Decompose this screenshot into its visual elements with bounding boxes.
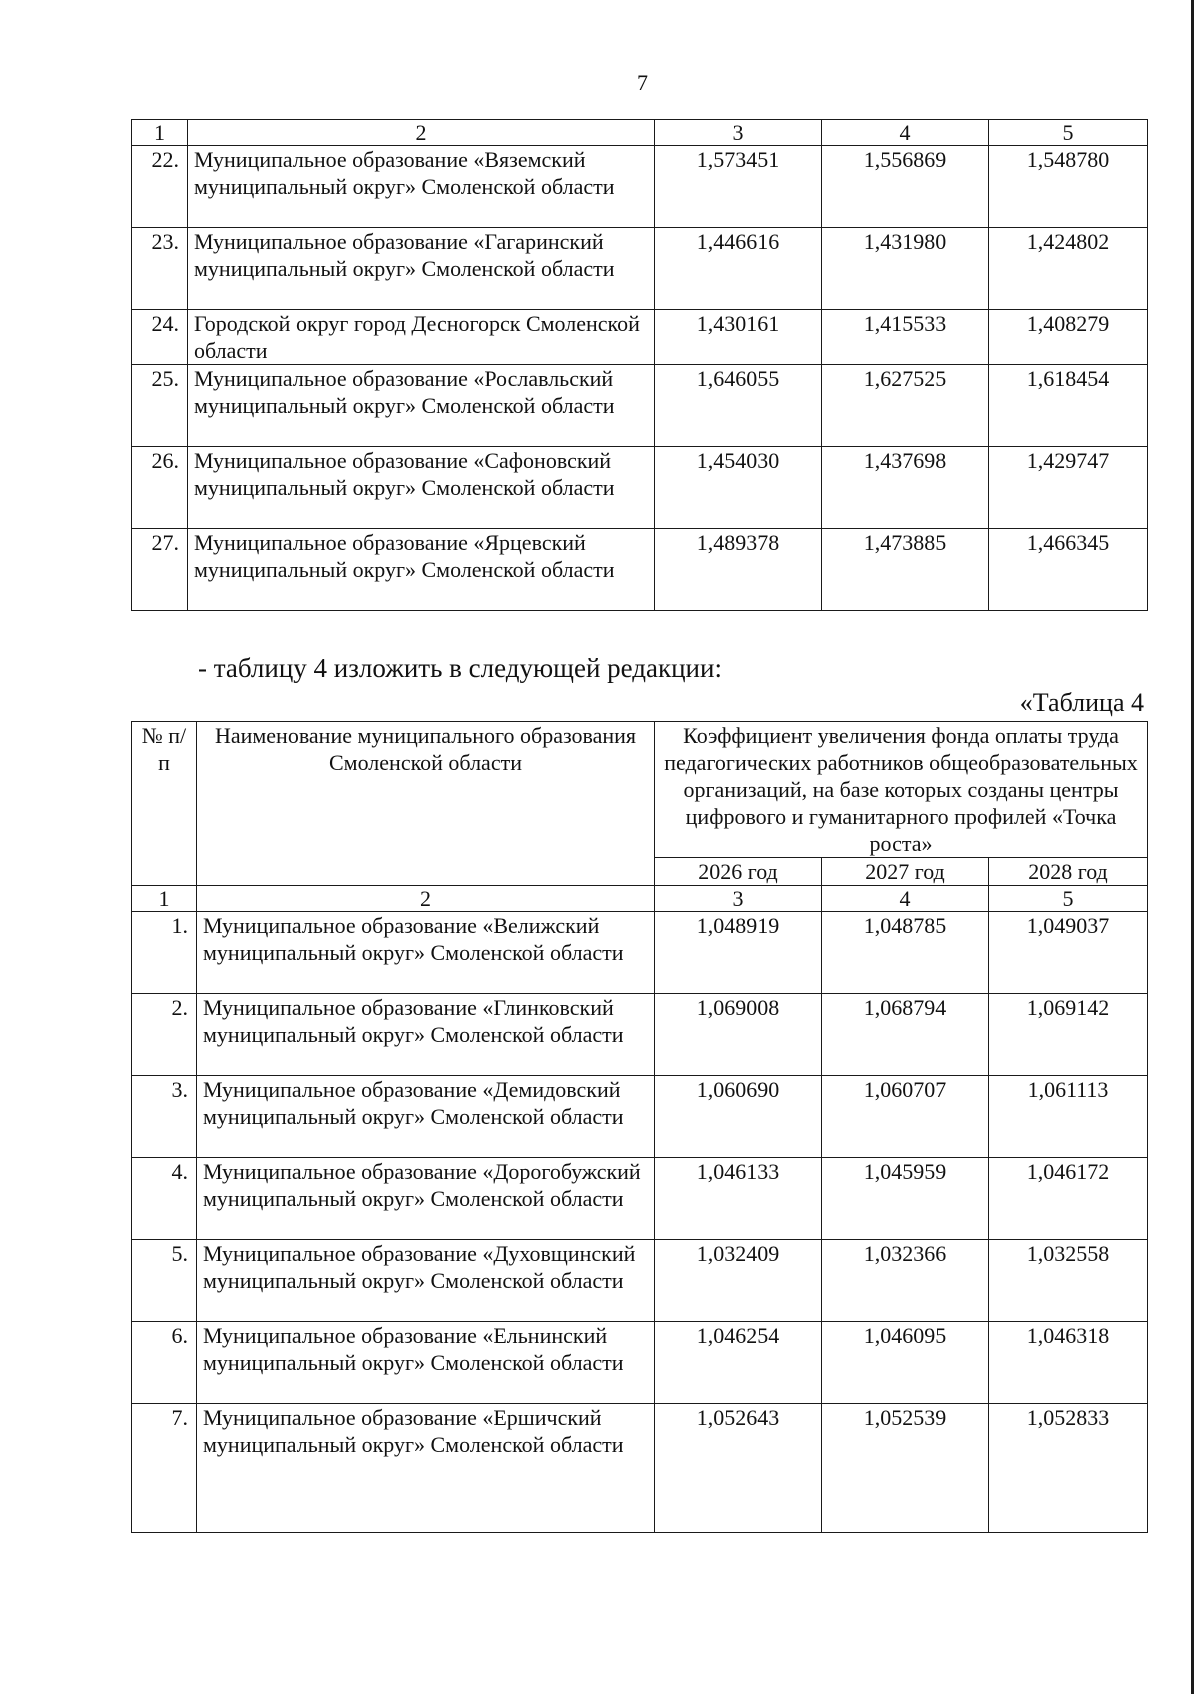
row-value-2026: 1,060690 [655, 1076, 822, 1158]
index-row [132, 886, 1148, 912]
row-value-2027: 1,473885 [822, 529, 989, 611]
row-value-2028: 1,466345 [989, 529, 1148, 611]
row-number: 23. [132, 228, 188, 310]
table-row [132, 912, 1148, 994]
header-year: 2027 год [822, 858, 989, 886]
row-name: Муниципальное образование «Ершичский муниципальный округ» Смоленской области [197, 1404, 655, 1533]
row-value-2027: 1,431980 [822, 228, 989, 310]
row-name: Муниципальное образование «Духовщинский муниципальный округ» Смоленской области [197, 1240, 655, 1322]
row-value-2027: 1,437698 [822, 447, 989, 529]
row-name: Муниципальное образование «Дорогобужский муниципальный округ» Смоленской области [197, 1158, 655, 1240]
row-value-2026: 1,069008 [655, 994, 822, 1076]
table-row [132, 1240, 1148, 1322]
row-number: 5. [132, 1240, 197, 1322]
row-value-2028: 1,046318 [989, 1322, 1148, 1404]
row-value-2026: 1,446616 [655, 228, 822, 310]
row-value-2027: 1,048785 [822, 912, 989, 994]
header-row [132, 722, 1148, 858]
row-value-2026: 1,430161 [655, 310, 822, 365]
header-year: 2026 год [655, 858, 822, 886]
table-row [132, 1322, 1148, 1404]
row-value-2027: 1,556869 [822, 146, 989, 228]
row-value-2027: 1,627525 [822, 365, 989, 447]
table-row [132, 228, 1148, 310]
index-cell: 2 [197, 886, 655, 912]
row-number: 26. [132, 447, 188, 529]
header-number: № п/п [132, 722, 197, 886]
row-value-2026: 1,489378 [655, 529, 822, 611]
row-number: 7. [132, 1404, 197, 1533]
row-number: 4. [132, 1158, 197, 1240]
table4-caption: «Таблица 4 [1019, 688, 1144, 717]
row-name: Городской округ город Десногорск Смоленской области [188, 310, 655, 365]
row-value-2027: 1,032366 [822, 1240, 989, 1322]
row-value-2026: 1,454030 [655, 447, 822, 529]
row-name: Муниципальное образование «Демидовский муниципальный округ» Смоленской области [197, 1076, 655, 1158]
index-row [132, 120, 1148, 146]
index-cell: 5 [989, 120, 1148, 146]
table-row [132, 447, 1148, 529]
index-cell: 1 [132, 120, 188, 146]
row-number: 24. [132, 310, 188, 365]
index-cell: 3 [655, 120, 822, 146]
index-cell: 3 [655, 886, 822, 912]
header-year: 2028 год [989, 858, 1148, 886]
index-cell: 4 [822, 120, 989, 146]
table-row [132, 994, 1148, 1076]
row-value-2028: 1,069142 [989, 994, 1148, 1076]
page-number: 7 [637, 70, 648, 95]
row-number: 27. [132, 529, 188, 611]
row-number: 3. [132, 1076, 197, 1158]
row-name: Муниципальное образование «Рославльский муниципальный округ» Смоленской области [188, 365, 655, 447]
row-value-2026: 1,573451 [655, 146, 822, 228]
row-value-2027: 1,060707 [822, 1076, 989, 1158]
table-row [132, 310, 1148, 365]
row-value-2028: 1,424802 [989, 228, 1148, 310]
index-cell: 1 [132, 886, 197, 912]
row-value-2026: 1,048919 [655, 912, 822, 994]
row-value-2026: 1,052643 [655, 1404, 822, 1533]
row-value-2027: 1,045959 [822, 1158, 989, 1240]
row-value-2026: 1,046254 [655, 1322, 822, 1404]
row-name: Муниципальное образование «Гагаринский муниципальный округ» Смоленской области [188, 228, 655, 310]
row-name: Муниципальное образование «Ельнинский муниципальный округ» Смоленской области [197, 1322, 655, 1404]
table-row [132, 1076, 1148, 1158]
row-value-2028: 1,049037 [989, 912, 1148, 994]
header-coefficient: Коэффициент увеличения фонда оплаты труда педагогических работников общеобразовательных организаций, на базе которых созданы центры цифрового и гуманитарного профилей «Точка роста» [655, 722, 1148, 858]
row-number: 25. [132, 365, 188, 447]
row-value-2028: 1,052833 [989, 1404, 1148, 1533]
instruction-text: - таблицу 4 изложить в следующей редакции: [198, 653, 722, 683]
row-name: Муниципальное образование «Вяземский муниципальный округ» Смоленской области [188, 146, 655, 228]
table-row [132, 1158, 1148, 1240]
row-value-2027: 1,415533 [822, 310, 989, 365]
row-value-2028: 1,046172 [989, 1158, 1148, 1240]
row-number: 6. [132, 1322, 197, 1404]
row-number: 22. [132, 146, 188, 228]
header-name: Наименование муниципального образования Смоленской области [197, 722, 655, 886]
row-value-2028: 1,429747 [989, 447, 1148, 529]
index-cell: 4 [822, 886, 989, 912]
row-value-2026: 1,646055 [655, 365, 822, 447]
row-name: Муниципальное образование «Сафоновский муниципальный округ» Смоленской области [188, 447, 655, 529]
row-value-2026: 1,046133 [655, 1158, 822, 1240]
row-value-2028: 1,032558 [989, 1240, 1148, 1322]
table-row [132, 146, 1148, 228]
row-value-2027: 1,068794 [822, 994, 989, 1076]
row-value-2026: 1,032409 [655, 1240, 822, 1322]
row-value-2028: 1,408279 [989, 310, 1148, 365]
row-number: 1. [132, 912, 197, 994]
row-value-2027: 1,052539 [822, 1404, 989, 1533]
index-cell: 2 [188, 120, 655, 146]
row-value-2028: 1,548780 [989, 146, 1148, 228]
row-value-2028: 1,061113 [989, 1076, 1148, 1158]
page-edge-shadow [1191, 0, 1194, 1694]
index-cell: 5 [989, 886, 1148, 912]
table-row [132, 365, 1148, 447]
row-name: Муниципальное образование «Глинковский муниципальный округ» Смоленской области [197, 994, 655, 1076]
row-number: 2. [132, 994, 197, 1076]
table-row [132, 1404, 1148, 1533]
row-value-2028: 1,618454 [989, 365, 1148, 447]
table-continued [131, 119, 1148, 611]
row-name: Муниципальное образование «Ярцевский муниципальный округ» Смоленской области [188, 529, 655, 611]
table-row [132, 529, 1148, 611]
table-4 [131, 721, 1148, 1533]
row-name: Муниципальное образование «Велижский муниципальный округ» Смоленской области [197, 912, 655, 994]
row-value-2027: 1,046095 [822, 1322, 989, 1404]
